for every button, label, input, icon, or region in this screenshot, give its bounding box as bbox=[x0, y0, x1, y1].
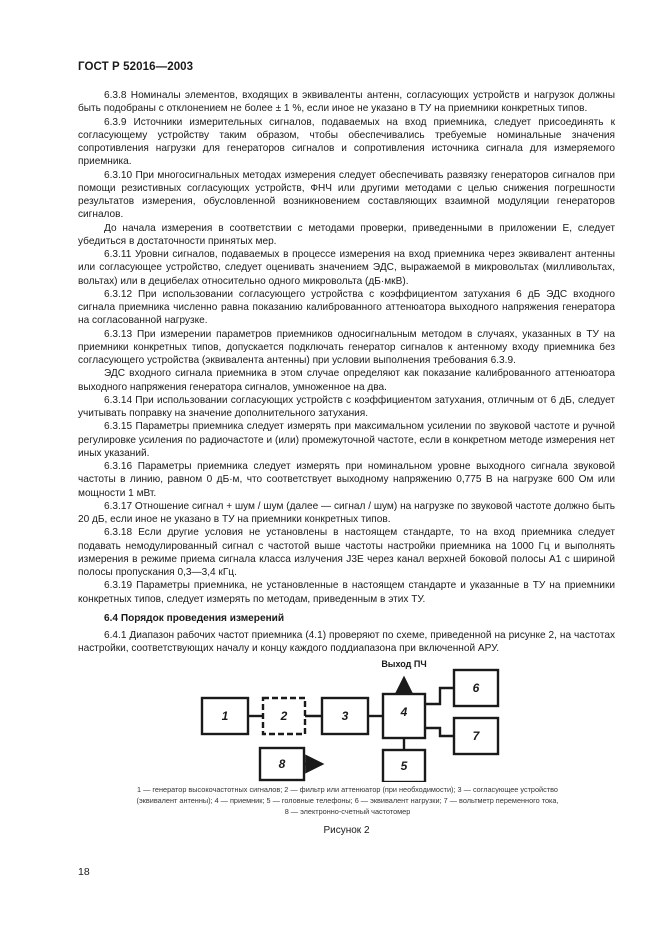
paragraph-6-3-12: 6.3.12 При использовании согласующего устройства с коэффициентом затухания 6 дБ ЭДС входного сигнала приемника численно равна показанию калиброванного аттенюатора выходного напряжения генератора на согласованной нагрузке. bbox=[78, 288, 615, 327]
paragraph-6-3-10: 6.3.10 При многосигнальных методах измерения следует обеспечивать развязку генераторов сигналов при помощи резистивных согласующих устройств, ФНЧ или другими методами с целью снижения погрешности результатов измерения, обусловленной возникновением составляющих взаимной модуляции генераторов сигналов. bbox=[78, 169, 615, 221]
block-label-2: 2 bbox=[280, 709, 288, 723]
paragraph-6-3-9: 6.3.9 Источники измерительных сигналов, подаваемых на вход приемника, следует присоединять к согласующему устройству таким образом, чтобы обеспечивались требуемые номинальные значения сопротивления нагрузки для генераторов сигналов и сопротивления источника сигнала для измеряемого приемника. bbox=[78, 116, 615, 168]
section-heading-6-4: 6.4 Порядок проведения измерений bbox=[104, 612, 285, 624]
block-label-4: 4 bbox=[400, 705, 408, 719]
document-header: ГОСТ Р 52016—2003 bbox=[78, 61, 194, 73]
paragraph-6-3-15: 6.3.15 Параметры приемника следует измерять при максимальном усилении по звуковой частоте и ручной регулировке усиления по радиочастоте и (или) промежуточной частоте, если в конкретном методе измерения нет иных указаний. bbox=[78, 421, 615, 459]
block-label-3: 3 bbox=[341, 709, 349, 723]
paragraph-6-3-13: 6.3.13 При измерении параметров приемников односигнальным методом в случаях, указанных в ТУ на приемники конкретных типов, допускается подключать генератор сигналов к антенному входу приемника без согласующего устройства (эквивалента антенны) при условии выполнения требования 6.3.9. bbox=[78, 328, 615, 366]
page-number: 18 bbox=[78, 866, 90, 878]
block-label-5: 5 bbox=[400, 759, 408, 773]
paragraph-6-3-8: 6.3.8 Номиналы элементов, входящих в эквиваленты антенн, согласующих устройств и нагрузок должны быть подобраны с отклонением не более ± 1 %, если иное не указано в ТУ на приемники конкретных типов. bbox=[78, 90, 615, 115]
output-label: Выход ПЧ bbox=[381, 659, 427, 669]
caption-line: 1 — генератор высокочастотных сигналов; 2 — фильтр или аттенюатор (при необходимости); 3 — согласующее устройство bbox=[137, 785, 558, 794]
connector-4-7 bbox=[425, 728, 454, 736]
block-diagram bbox=[178, 656, 518, 782]
paragraph-6-3-14: 6.3.14 При использовании согласующих устройств с коэффициентом затухания, отличным от 6 дБ, следует учитывать поправку на значение дополнительного затухания. bbox=[78, 394, 615, 419]
figure-caption bbox=[80, 784, 615, 817]
caption-line: (эквивалент антенны); 4 — приемник; 5 — головные телефоны; 6 — эквивалент нагрузки; 7 — вольтметр переменного тока, bbox=[136, 796, 559, 805]
figure-title: Рисунок 2 bbox=[323, 825, 370, 836]
caption-line: 8 — электронно-счетный частотомер bbox=[284, 807, 411, 816]
block-label-6: 6 bbox=[472, 681, 480, 695]
paragraph-6-3-11: 6.3.11 Уровни сигналов, подаваемых в процессе измерения на вход приемника через эквивалент антенны или согласующее устройство, следует оценивать значением ЭДС, выражаемой в микровольтах (милливольтах, вольтах) или в децибелах относительно одного микровольта (дБ·мкВ). bbox=[78, 249, 615, 287]
paragraph-6-3-16: 6.3.16 Параметры приемника следует измерять при номинальном уровне выходного сигнала звуковой частоты в линию, равном 0 дБ·м, что соответствует выходному напряжению 0,775 В на нагрузке 600 Ом или мощности 1 мВт. bbox=[78, 461, 615, 499]
paragraph-emf-input: ЭДС входного сигнала приемника в этом случае определяют как показание калиброванного аттенюатора выходного напряжения генератора сигналов, умноженное на два. bbox=[78, 368, 615, 393]
block-label-1: 1 bbox=[221, 709, 229, 723]
connector-4-6 bbox=[425, 688, 454, 704]
block-label-7: 7 bbox=[472, 729, 480, 743]
document-body bbox=[78, 89, 615, 656]
block-label-8: 8 bbox=[278, 757, 286, 771]
paragraph-6-3-18: 6.3.18 Если другие условия не установлены в настоящем стандарте, то на вход приемника следует подавать немодулированный сигнал с частотой выше частоты настройки приемника на 1000 Гц и выполнять измерения в режиме приема сигнала класса излучения J3E через канал верхней боковой полосы А1 с шириной полосы пропускания 0,3—3,4 кГц. bbox=[78, 527, 615, 578]
paragraph-before-measurement: До начала измерения в соответствии с методами проверки, приведенными в приложении Е, следует убедиться в достаточности принятых мер. bbox=[78, 222, 615, 247]
paragraph-6-3-19: 6.3.19 Параметры приемника, не установленные в настоящем стандарте и указанные в ТУ на приемники конкретных типов, следует измерять по методам, приведенным в этих ТУ. bbox=[78, 580, 615, 605]
paragraph-6-4-1: 6.4.1 Диапазон рабочих частот приемника (4.1) проверяют по схеме, приведенной на рисунке 2, на частотах настройки, соответствующих началу и концу каждого поддиапазона при включенной АРУ. bbox=[78, 630, 615, 655]
paragraph-6-3-17: 6.3.17 Отношение сигнал + шум / шум (далее — сигнал / шум) на нагрузке по звуковой частоте должно быть 20 дБ, если иное не указано в ТУ на приемники конкретных типов. bbox=[78, 500, 615, 525]
